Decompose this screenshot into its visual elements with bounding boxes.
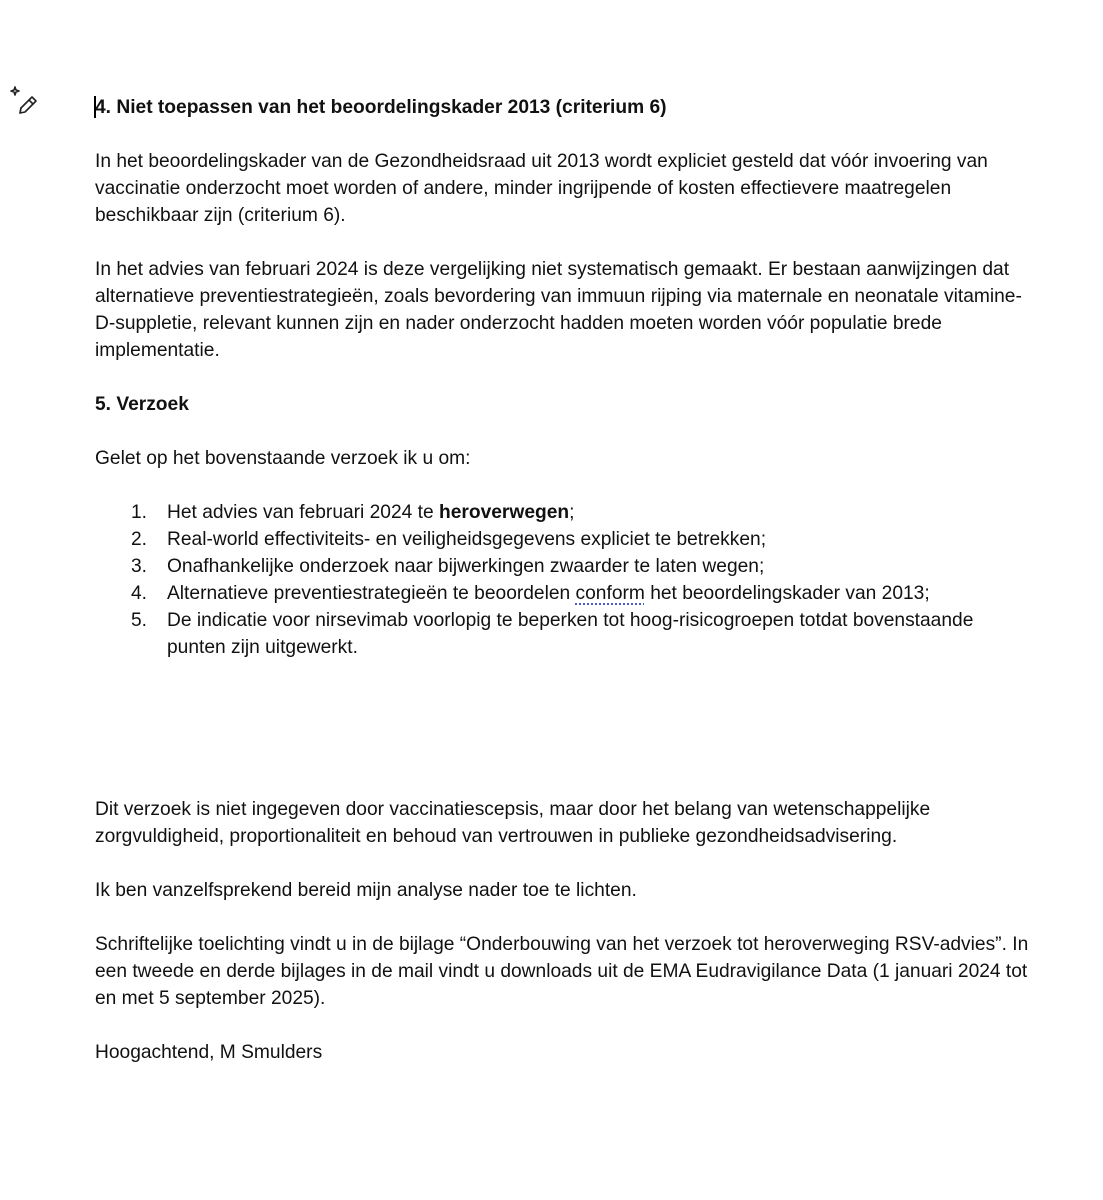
closing-paragraph-1[interactable]: Dit verzoek is niet ingegeven door vaccinatiescepsis, maar door het belang van wetenschappelijke zorgvuldigheid, proportionaliteit en behoud van vertrouwen in publieke gezondheidsadvisering.: [95, 799, 931, 847]
section-5-heading[interactable]: 5. Verzoek: [95, 394, 189, 415]
section-4-paragraph-1[interactable]: In het beoordelingskader van de Gezondheidsraad uit 2013 wordt expliciet gesteld dat vóór invoering van vaccinatie onderzocht moet worden of andere, minder ingrijpende of kosten effectievere maatregelen beschikbaar zijn (criterium 6).: [95, 151, 988, 226]
list-item[interactable]: 3. Onafhankelijke onderzoek naar bijwerkingen zwaarder te laten wegen;: [131, 556, 765, 577]
section-5-intro[interactable]: Gelet op het bovenstaande verzoek ik u om:: [95, 448, 471, 469]
list-item[interactable]: 5. De indicatie voor nirsevimab voorlopig te beperken tot hoog-risicogroepen totdat bovenstaande punten zijn uitgewerkt.: [131, 610, 974, 658]
text-cursor: [94, 96, 96, 118]
section-4-heading[interactable]: 4. Niet toepassen van het beoordelingskader 2013 (criterium 6): [95, 97, 667, 118]
closing-paragraph-3[interactable]: Schriftelijke toelichting vindt u in de bijlage “Onderbouwing van het verzoek tot heroverweging RSV-advies”. In een tweede en derde bijlages in de mail vindt u downloads uit de EMA Eudravigilance Data (1 januari 2024 tot en met 5 september 2025).: [95, 934, 1029, 1009]
list-item[interactable]: 4. Alternatieve preventiestrategieën te beoordelen conform het beoordelingskader van 2013;: [131, 583, 930, 604]
copilot-sparkle-pen-icon[interactable]: [8, 84, 40, 116]
signature[interactable]: Hoogachtend, M Smulders: [95, 1042, 323, 1063]
list-item[interactable]: 2. Real-world effectiviteits- en veiligheidsgegevens expliciet te betrekken;: [131, 529, 767, 550]
list-item[interactable]: 1. Het advies van februari 2024 te heroverwegen;: [131, 502, 575, 523]
section-4-paragraph-2[interactable]: In het advies van februari 2024 is deze vergelijking niet systematisch gemaakt. Er bestaan aanwijzingen dat alternatieve preventiestrategieën, zoals bevordering van immuun rijping via maternale en neonatale vitamine-D-suppletie, relevant kunnen zijn en nader onderzocht hadden moeten worden vóór populatie brede implementatie.: [95, 259, 1022, 361]
request-list: [95, 499, 1035, 661]
closing-paragraph-2[interactable]: Ik ben vanzelfsprekend bereid mijn analyse nader toe te lichten.: [95, 880, 637, 901]
emphasis-heroverwegen: heroverwegen: [439, 502, 570, 523]
document-body: [95, 94, 1035, 1093]
empty-lines: [95, 688, 1035, 796]
grammar-suggestion-conform[interactable]: conform: [575, 583, 645, 604]
